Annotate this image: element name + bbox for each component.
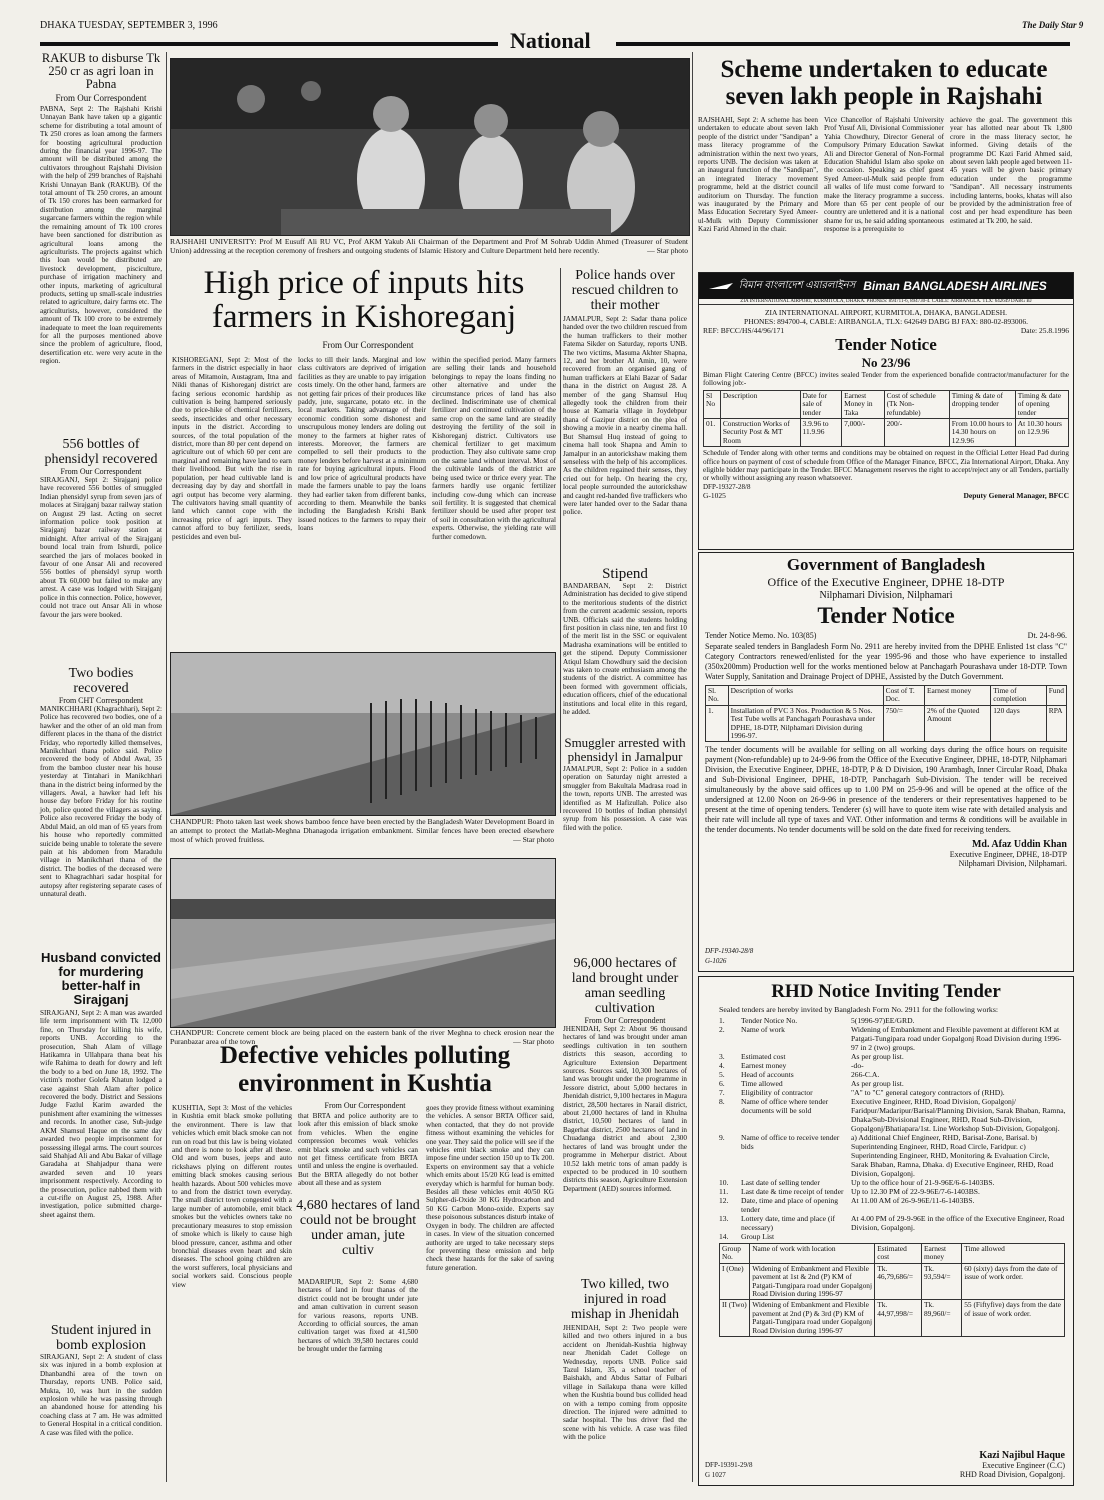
table-header: Time allowed <box>962 1244 1065 1264</box>
biman-signer: Deputy General Manager, BFCC <box>963 490 1069 500</box>
rhd-signer-division: RHD Road Division, Gopalgonj. <box>959 1470 1065 1479</box>
item-number: 14. <box>719 1232 729 1241</box>
table-header: Earnest money <box>925 686 991 706</box>
police-body: JAMALPUR, Sept 2: Sadar thana police handed over the two children rescued from the human traffickers to their mother Fatema Sikder on Saturday, reports UNB. The two victims, Masuma Akhter Shapna, 12, and her brother Al Amin, 10, were recovered from an organised gang of human traffickers at Elahi Bazar of Sadar thana in the district on August 28. A member of the gang Shamsul Huq allegedly took the children from their house at Kamaria village in Joydebpur thana of Gazipur district on the plea of showing a movie in a nearby cinema hall. But Shamsul Huq instead of going to cinema hall took Shapna and Amin to Jamalpur in an autorickshaw making them senseless with the help of his accomplices. As the children regained their senses, they cried out for help. On hearing the cry, local people surrounded the autorickshaw and caught red-handed five traffickers who were later handed over to the Sadar thana police. <box>563 315 687 517</box>
item-key: Last date of selling tender <box>741 1178 820 1187</box>
item-value: 266-C.A. <box>851 1070 880 1079</box>
kishoreganj-headline: High price of inputs hits farmers in Kishoreganj <box>203 265 525 335</box>
table-cell: 01. <box>704 419 721 447</box>
rhd-title: RHD Notice Inviting Tender <box>771 981 1001 1002</box>
biman-phones: PHONES: 894700-4, CABLE: AIRBANGLA, TLX: 642649 DABG BJ FAX: 880-02-893006. <box>744 317 1028 326</box>
gob-gno: G-1026 <box>705 957 727 965</box>
stipend-body: BANDARBAN, Sept 2: District Administration has decided to give stipend to the meritorious students of the district from the current academic session, reports UNB. Officials said the students holding first position in class nine, ten and first 10 of the merit list in the SSC or equivalent Madrasha examinations will be entitled to get the stipend. Deputy Commissioner Atiqul Islam Chowdhury said the decision was taken to create enthusiasm among the students of the district. A committee has been formed with government officials, education officers, chief of the educational institutions and local elite in this regard, he added. <box>563 582 687 717</box>
item-key: Last date & time receipt of tender <box>741 1187 844 1196</box>
biman-contact-small: ZIA INTERNATIONAL AIRPORT, KURMITOLA, DHAKA. PHONES: 894711-6, 894730-4. CABLE: AIRBANGLA. TLX: 642649 DABG BJ <box>699 299 1073 305</box>
biman-address: ZIA INTERNATIONAL AIRPORT, KURMITOLA, DHAKA, BANGLADESH. <box>764 308 1008 317</box>
photo-illustration <box>171 859 555 1027</box>
masthead-rule <box>40 42 498 46</box>
item-value: a) Additional Chief Engineer, RHD, Barisal-Zone, Barisal. b) Superintending Engineer, RHD, Road Circle, Faridpur. c) Superintending Engineer, RHD, Monitoring & Evaluation Circle, Sarak Bhaban, Ramna, Dhaka. d) Executive Engineer, RHD, Road Division, Gopalgonj. <box>851 1133 1054 1178</box>
table-header-row <box>704 390 1069 418</box>
photo2-credit: — Star photo <box>513 835 554 844</box>
item-value: Executive Engineer, RHD, Road Division, Gopalgonj/ Faridpur/Madaripur/Barisal/Planning Division, Sarak Bhaban, Ramna, Dhaka/Sub-Divisional Engineer, RHD, Road Sub-Division, Gopalgonj/Bhatiapara/1st. Line Workshop Sub-Division, Gopalgonj. <box>851 1097 1066 1133</box>
biman-tender-table <box>703 390 1069 447</box>
item-number: 4. <box>719 1061 725 1070</box>
list-item <box>719 1088 1067 1097</box>
rhd-group-table <box>719 1243 1065 1337</box>
list-item <box>719 1061 1067 1070</box>
biman-body: Schedule of Tender along with other terms and conditions may be obtained on request in the Official Letter Head Pad during office hours on payment of cost of schedule from Office of the Manager Finance, BFCC, Zia International Airport, Dhaka. Any eligible bidder may participate in the Tender. BFCC Management reserves the right to accept/reject any or all Tenders, partially or wholly without assigning any reason whatsoever. <box>703 449 1069 483</box>
item-key: Tender Notice No. <box>741 1016 798 1025</box>
table-header: Fund <box>1046 686 1066 706</box>
item-value: Up to the office hour of 21-9-96E/6-6-1403BS. <box>851 1178 995 1187</box>
item-key: Name of work <box>741 1025 785 1034</box>
rakub-body: PABNA, Sept 2: The Rajshahi Krishi Unnayan Bank have taken up a gigantic scheme for distributing a total amount of Tk 250 crores as loan among the farmers for boosting agricultural production during the financial year 1996-97. The amount will be distributed among the cultivators throughout Rajshahi Division with the help of 299 branches of Rajshahi Krishi Unnayan Bank (RAKUB). Of the total amount of Tk 250 crores, an amount of Tk 150 crores has been earmarked for distribution among the marginal sugarcane farmers within the region while the remaining amount of Tk 100 crores have been sanctioned for distribution as agricultural loans among the agriculturists. The projects against which this loan would be distributed are livestock development, pisciculture, purchase of irrigation machinery and other inputs, marketing of agricultural products, setting up small-scale industries related to agriculture, dairy farms etc. The agriculturists, however, considered the amount of Tk 100 crore to be extremely inadequate to meet the loan requirements for all the purposes mentioned above since the problem of agriculture, flood, desertification etc. were very acute in the region. <box>40 105 162 366</box>
table-cell: RPA <box>1046 705 1066 742</box>
item-value: Widening of Embankment and Flexible pavement at different KM at Patgati-Tungipara road under Gopalgonj Road Division during 1996-97 in 2 (two) groups. <box>851 1025 1062 1052</box>
item-number: 13. <box>719 1214 729 1223</box>
section-title: National <box>510 28 591 53</box>
land-headline: 4,680 hectares of land could not be brought under aman, jute cultiv <box>296 1198 420 1258</box>
column-divider <box>560 268 561 813</box>
table-header: Group No. <box>720 1244 750 1264</box>
table-cell: Widening of Embankment and Flexible pavement at 2nd (P) & 3rd (P) KM of Patgati-Tungipara road under Gopalgonj Road Division during 1996-97 <box>750 1300 875 1337</box>
table-header: Timing & date of dropping tender <box>949 390 1015 418</box>
top-photo-credit: — Star photo <box>647 246 688 255</box>
table-header: Estimated cost <box>875 1244 922 1264</box>
table-cell: 55 (Fiftyfive) days from the date of issue of work order. <box>962 1300 1065 1337</box>
table-header: Earnest money <box>921 1244 961 1264</box>
rajshahi-col-a: RAJSHAHI, Sept 2: A scheme has been undertaken to educate about seven lakh people of the district under "Sandipan" a mass literacy programme of the administration within the next two years, reports UNB. The decision was taken at an inaugural function of the "Sandipan", an integrated literacy movement programme, held at the district council auditorium on Thursday. The function was inaugurated by the Primary and Mass Education Secretary Syed Ameer-ul-Mulk with Deputy Commissioner Kazi Farid Ahmed in the chair. <box>698 116 818 234</box>
hectares-body: JHENIDAH, Sept 2: About 96 thousand hectares of land was brought under aman seedlings cultivation in ten southern districts this season, according to Agriculture Extension Department sources. Sources said, 10,300 hectares of land was brought under the programme in Jessore district, about 5,000 hectares in Jhenidah district, 9,100 hectares in Magura district, 28,500 hectares in Narail district, about 21,000 hectares of land in Khulna district, 10,500 hectares of land in Bagerhat district, 2500 hectares of land in Chuadanga district and about 2,300 hectares of land was brought under the programme in Meherpur district. About 10.52 lakh metric tons of aman paddy is expected to be produced in 10 southern districts this season, Agriculture Extension Department (AED) sources informed. <box>563 1025 687 1193</box>
student-body: SIRAJGANJ, Sept 2: A student of class six was injured in a bomb explosion at Dhanbandhi area of the town on Thursday, reports UNB. Police said, Mukta, 10, was hurt in the sudden explosion while he was passing through an abandoned house for attending his coaching class at 7 am. He was admitted to General Hospital in a critical condition. A case was filed with the police. <box>40 1353 162 1437</box>
rhd-tender-notice <box>698 976 1074 1486</box>
land-body: MADARIPUR, Sept 2: Some 4,680 hectares of land in four thanas of the district could not be brought under jute and aman cultivation in current season for various reasons, reports UNB. According to official sources, the aman cultivation target was fixed at 41,500 hectares of which 39,580 hectares could be brought under the farming <box>298 1278 418 1354</box>
table-header: Date for sale of tender <box>800 390 842 418</box>
column-4-lower <box>563 956 687 1486</box>
item-key: Eligibility of contractor <box>741 1088 813 1097</box>
table-cell: Tk. 46,79,686/= <box>875 1263 922 1300</box>
table-header: Sl No <box>704 390 721 418</box>
top-photo-caption-text: RAJSHAHI UNIVERSITY: Prof M Eusuff Ali RU VC, Prof AKM Yakub Ali Chairman of the Department and Prof M Sohrab Uddin Ahmed (Treasurer of Student Union) addressing at the reception ceremony of freshers and outgoing students of Islamic History and Culture Department held here recently. <box>170 237 688 255</box>
gob-division: Nilphamari Division, Nilphamari <box>819 590 953 601</box>
item-number: 7. <box>719 1088 725 1097</box>
gob-memo-row <box>699 629 1073 642</box>
table-cell: Installation of PVC 3 Nos. Production & 5 Nos. Test Tube wells at Panchagarh Pourashava under DPHE, 18-DTP, Nilphamari Division during 1996-97. <box>728 705 883 742</box>
paper-name <box>1022 20 1083 30</box>
page-number: 9 <box>1078 20 1084 30</box>
kishoreganj-byline: From Our Correspondent <box>322 340 414 350</box>
photo2-caption <box>170 817 554 844</box>
bodies-body: MANIKCHHARI (Khagrachhari), Sept 2: Police has recovered two bodies, one of a hawker and the other of an old man from different places in the thana of the district Friday, who reportedly killed themselves, Manikchhari thana police said. Police recovered the body of Abdul Awal, 35 from the bamboo cluster near his house yesterday at Tintahari in Manikchhari thana in the district being informed by the villagers. Awal, a hawker had left his house day before Friday for his routine job, police quoted the villagers as saying. Police also recovered Friday the body of Abdul Maid, an old man of 65 years from his house who reportedly committed suicide being unable to tolerate the severe pain at his abdomen from Maradulu village in Manikchhari thana of the district. The bodies of the deceased were sent to Khagrachhari sadar hospital for autopsy after registering separate cases of unnatural death. <box>40 705 162 898</box>
table-cell: 60 (sixty) days from the date of issue of work order. <box>962 1263 1065 1300</box>
table-header: Description <box>720 390 800 418</box>
list-item <box>719 1079 1067 1088</box>
phensidyl-headline: 556 bottles of phensidyl recovered <box>44 437 158 467</box>
gob-dfp: DFP-19340-28/8 <box>705 947 754 955</box>
biman-tender-notice <box>698 272 1074 550</box>
student-headline: Student injured in bomb explosion <box>50 1323 152 1353</box>
table-cell: Tk. 89,960/= <box>921 1300 961 1337</box>
table-header: Earnest Money in Taka <box>842 390 885 418</box>
kushtia-col-a: KUSHTIA, Sept 3: Most of the vehicles in Kushtia emit black smoke polluting the environment. There is law that vehicles which emit black smoke can not run on road but this law is being violated and there is none to look after all these. Old and worn buses, jeeps and auto rickshaws plying on different routes emitting black smokes causing serious health hazards. About 500 vehicles move to and from the district town everyday. The small district town congested with a large number of automobile, emit black smokes but the vehicles owners take no precautionary measures to stop emission of smoke which is likely to cause high blood pressure, cancer, asthma and other bronchial diseases even heart and skin diseases. The school going children are the worst sufferers, local physicians and social workers said. Conscious people view <box>172 1104 292 1289</box>
biman-gno: G-1025 <box>703 490 726 500</box>
list-item <box>719 1187 1067 1196</box>
list-item <box>719 1133 1067 1178</box>
rakub-byline: From Our Correspondent <box>55 93 147 103</box>
table-header: Cost of T. Doc. <box>883 686 924 706</box>
biman-name: Biman BANGLADESH AIRLINES <box>863 279 1047 293</box>
table-header: Name of work with location <box>750 1244 875 1264</box>
biman-logo-icon <box>707 279 735 293</box>
item-key: Time allowed <box>741 1079 783 1088</box>
item-value: Up to 12.30 PM of 22-9-96E/7-6-1403BS. <box>851 1187 980 1196</box>
rhd-intro: Sealed tenders are hereby invited by Bangladesh Form No. 2911 for the following works: <box>719 1005 999 1014</box>
list-item <box>719 1052 1067 1061</box>
list-item <box>719 1097 1067 1133</box>
item-number: 10. <box>719 1178 729 1187</box>
table-cell: II (Two) <box>720 1300 750 1337</box>
rajshahi-col-b: Vice Chancellor of Rajshahi University Prof Yusuf Ali, Divisional Commissioner Yahia Chowdhury, Director General of Compulsory Primary Education Sawkat Ali and Director General of Non-Formal Education Shahidul Islam also spoke on the occasion. Speaking as chief guest Syed Ameer-ul-Mulk said people from all walks of life must come forward to make the literacy programme a success. More than 65 per cent people of our country are unlettered and it is a national shame for us, he said adding spontaneous response is a prerequisite to <box>824 116 944 234</box>
item-value: As per group list. <box>851 1052 904 1061</box>
table-row <box>720 1300 1065 1337</box>
gob-signer: Md. Afaz Uddin Khan <box>971 839 1067 851</box>
rhd-signature <box>960 1450 1065 1479</box>
biman-dfp: DFP-19327-28/8 <box>703 482 751 491</box>
item-key: Name of office to receive tender bids <box>741 1133 840 1151</box>
table-cell: 120 days <box>991 705 1047 742</box>
gob-intro: Separate sealed tenders in Bangladesh Form No. 2911 are hereby invited from the DPHE Enlisted 1st class "C" Category Contractors renewed/enlisted for the year 1995-96 and those who have experience to installed (350x200mm) Production well for the works mentioned below at Panchagarh Pourashava under 18-DTP. Town Water Supply, Sanitation and Drainage Project of DPHE, Assisted by the Dutch Government. <box>705 642 1067 681</box>
table-cell: 3.9.96 to 11.9.96 <box>800 419 842 447</box>
item-key: Lottery date, time and place (if necessary) <box>741 1214 836 1232</box>
item-value: As per group list. <box>851 1079 904 1088</box>
masthead-rule-right <box>616 42 1070 46</box>
rajshahi-col-c: achieve the goal. The government this year has allotted near about Tk 1,800 crore in the mass literacy sector, he informed. Giving details of the programme DC Kazi Farid Ahmed said, about seven lakh people aged between 11-45 years will be given basic primary education under the programme "Sandipan". All necessary instruments including lanterns, books, khatas will also be provided by the administration free of cost and per head expenditure has been estimated at Tk 200, he said. <box>950 116 1072 225</box>
table-cell: From 10.00 hours to 14.30 hours on 12.9.96 <box>949 419 1015 447</box>
rakub-headline: RAKUB to disburse Tk 250 cr as agri loan in Pabna <box>41 51 161 91</box>
list-item <box>719 1070 1067 1079</box>
table-cell: 7,000/- <box>842 419 885 447</box>
table-header-row <box>706 686 1067 706</box>
item-value <box>851 1232 1067 1241</box>
table-header: Description of works <box>728 686 883 706</box>
gob-body: The tender documents will be available for selling on all working days during the office hours on requisite payment (Non-refundable) up to 24-9-96 from the Office of the Executive Engineer, DPHE, 18-DTP, Nilphamari Division, the Executive Engineer, DPHE, 18-DTP, P & D Division, 190 Arambagh, Inner Circular Road, Dhaka and Sub-Divisional Engineer, DPHE, 18-DTP, Panchagarh Sub-Division. The tender will be received simultaneously by the above said offices up to 1.00 PM on 25-9-96 and will be opened at the office of the undersigned at 12.00 Noon on 26-9-96 in presence of the tenderers or their representatives happened to be present at the time of opening tenders. Tenderer (s) will have to quote item wise rate with detailed analysis and their rate will include all type of taxes and VAT. Other information and terms & conditions will be available in the tender documents. No tender documents will be sold on the date fixed for receiving tenders. <box>705 745 1067 835</box>
rajshahi-university-photo <box>170 58 690 236</box>
gob-memo: Tender Notice Memo. No. 103(85) <box>705 631 817 640</box>
list-item <box>719 1214 1067 1232</box>
smuggler-headline: Smuggler arrested with phensidyl in Jamalpur <box>564 735 686 764</box>
killed-headline: Two killed, two injured in road mishap in Jhenidah <box>570 1277 680 1322</box>
table-cell: 200/- <box>884 419 949 447</box>
photo3-credit: — Star photo <box>513 1037 554 1046</box>
item-key: Earnest money <box>741 1061 787 1070</box>
column-divider <box>166 52 167 1482</box>
police-headline: Police hands over rescued children to their mother <box>571 268 679 313</box>
biman-intro: Biman Flight Catering Centre (BFCC) invites sealed Tender from the experienced bonafide contractor/manufacturer for the following job:- <box>703 371 1069 388</box>
photo-illustration <box>171 653 555 815</box>
biman-notice-number: No 23/96 <box>861 355 911 370</box>
gob-date: Dt. 24-8-96. <box>1027 631 1067 640</box>
gob-office: Office of the Executive Engineer, DPHE 18-DTP <box>767 575 1005 589</box>
table-cell: 750/= <box>883 705 924 742</box>
dphe-tender-notice <box>698 552 1074 972</box>
kishoreganj-col-b: locks to till their lands. Marginal and low class cultivators are deprived of irrigation facilities as they are unable to pay irrigation costs timely. On the other hand, farmers are not getting fair prices of their produces like paddy, jute, sugarcane, potato etc. in the local markets. Taking advantage of their economic condition some dishonest and unscrupulous money lenders are doling out money to the farmers at higher rates of interests. Moreover, the farmers are compelled to sell their products to the money lenders before harvest at a minimum rate for buying agricultural inputs. Flood and low price of agricultural products have made the farmers unable to pay the loans they had earlier taken from different banks, according to them. Meanwhile the banks including the Bangladesh Krishi Bank issued notices to the farmers to repay their loans <box>298 356 426 533</box>
table-header: Time of completion <box>991 686 1047 706</box>
table-row <box>706 705 1067 742</box>
item-number: 3. <box>719 1052 725 1061</box>
item-number: 5. <box>719 1070 725 1079</box>
kushtia-headline: Defective vehicles polluting environment in Kushtia <box>219 1042 511 1097</box>
gob-signature <box>699 835 1073 868</box>
rhd-gno: G 1027 <box>705 1471 726 1479</box>
item-value: "A" to "C" general category contractors of (RHD). <box>851 1088 1005 1097</box>
table-header: Cost of schedule (Tk Non-refundable) <box>884 390 949 418</box>
table-cell: 2% of the Quoted Amount <box>925 705 991 742</box>
item-number: 12. <box>719 1196 729 1205</box>
item-value: At 11.00 AM of 26-9-96E/11-6-1403BS. <box>851 1196 975 1205</box>
husband-headline: Husband convicted for murdering better-half in Sirajganj <box>41 950 161 1007</box>
husband-body: SIRAJGANJ, Sept 2: A man was awarded life term imprisonment with Tk 12,000 fine, on Thursday for killing his wife, reports UNB. According to the prosecution, Shah Alam of village Hatikamra in Ullahpara thana beat his wife Rahima to death for dowry and left the body to a bed on June 18, 1992. The victim's mother Golefa Khatun lodged a case against Shah Alam after police recovered the body. District and Sessions Judge Fazlul Karim awarded the punishment after examining the witnesses and records. In another case, Sub-judge AKM Shamsul Haque on the same day awarded two people imprisonment for possessing illegal arms. The court sources said Shahjad Ali and Abu Bakar of village Garadaha at Shahjadpur thana were awarded seven and 10 years imprisonment respectively. According to the prosecution, police nabbed them with a cut-rifle on August 25, 1988. After investigation, police submitted charge-sheet against them. <box>40 1009 162 1219</box>
item-number: 6. <box>719 1079 725 1088</box>
photo3-caption-text: CHANDPUR: Concrete cement block are being placed on the eastern bank of the river Meghna to check erosion near the Puranbazar area of the town <box>170 1028 554 1046</box>
rajshahi-headline: Scheme undertaken to educate seven lakh people in Rajshahi <box>720 56 1048 110</box>
item-number: 1. <box>719 1016 725 1025</box>
smuggler-body: JAMALPUR, Sept 2: Police in a sudden operation on Saturday night arrested a smuggler from Bakultala Madrasa road in the town, reports UNB. The arrested was identified as M Hafizullah. Police also recovered 10 bottles of Indian phensidyl syrup from his possession. A case was filed with the police. <box>563 765 687 832</box>
list-item <box>719 1025 1067 1052</box>
list-item <box>719 1232 1067 1241</box>
rhd-signer: Kazi Najibul Haque <box>979 1450 1065 1461</box>
kushtia-col-c: goes they provide fitness without examining the vehicles. A sensor BRTA Officer said, when contacted, that they do not provide fitness without examining the vehicles for one year. They said the police will see if the vehicles emit black smoke and they can impose fine under section 150 up to Tk 200. Experts on environment say that a vehicle which emits about 15/20 KG lead is emitted everyday which is harmful for human body. Besides all these vehicles emit 40/50 KG Sulpher-di-Oxide 30 KG Hydrocarbon and 50 KG Carbon Mono-oxide. Experts say these poisonous substances disturb intake of Oxygen in body. The children are affected in cases. In view of the situation concerned authority are urged to take necessary steps for preventing these emission and help check these hazards for the sake of saving future generation. <box>426 1104 554 1272</box>
killed-body: JHENIDAH, Sept 2: Two people were killed and two others injured in a bus accident on Jhenidah-Kushtia highway near Jhenidah Cadet College on Wednesday, reports UNB. Police said Tazul Islam, 35, a school teacher of Baishakh, and Abdus Sattar of Fulbari village in Sailakupa thana were killed when the Kushtia bound bus collided head on with a tempo coming from opposite direction. The injured were admitted to sadar hospital. The bus driver fled the scene with his vehicle. A case was filed with the police <box>563 1324 687 1442</box>
bodies-byline: From CHT Correspondent <box>58 696 144 705</box>
item-key: Name of office where tender documents will be sold <box>741 1097 829 1115</box>
item-value: 5(1996-97)EE/GRD. <box>851 1016 915 1025</box>
item-number: 2. <box>719 1025 725 1034</box>
gob-signer-title: Executive Engineer, DPHE, 18-DTP <box>949 850 1067 860</box>
table-header-row <box>720 1244 1065 1264</box>
gob-tender-table <box>705 685 1067 742</box>
rhd-signer-title: Executive Engineer (C.C) <box>982 1461 1065 1470</box>
table-header: Timing & date of opening tender <box>1015 390 1068 418</box>
stipend-headline: Stipend <box>602 566 648 582</box>
column-divider <box>692 52 693 1482</box>
concrete-block-photo <box>170 858 556 1028</box>
top-photo-caption <box>170 237 688 255</box>
table-cell: I (One) <box>720 1263 750 1300</box>
biman-notice-title: Tender Notice <box>835 335 937 354</box>
table-cell: Tk. 44,97,998/= <box>875 1300 922 1337</box>
kushtia-col-b: that BRTA and police authority are to look after this emission of black smoke from vehicles. When the engine compression becomes weak vehicles emit black smoke and such vehicles can not get fitness certificate from BRTA until and unless the engine is overhauled. But the BRTA allegedly do not bother about all these and as system <box>298 1112 418 1188</box>
list-item <box>719 1178 1067 1187</box>
item-number: 9. <box>719 1133 725 1142</box>
item-key: Date, time and place of opening tender <box>741 1196 838 1214</box>
column-1 <box>40 52 162 1487</box>
kushtia-byline: From Our Correspondent <box>324 1101 406 1110</box>
column-4 <box>563 268 687 832</box>
biman-ref: REF: BFCC/HS/44/96/171 <box>703 326 785 335</box>
table-row <box>720 1263 1065 1300</box>
item-value: -do- <box>851 1061 864 1070</box>
hectares-headline: 96,000 hectares of land brought under aman seedling cultivation <box>571 956 679 1016</box>
photo2-caption-text: CHANDPUR: Photo taken last week shows bamboo fence have been erected by the Bangladesh Water Development Board in an attempt to protect the Matlab-Meghna Dhanagoda irrigation embankment. Similar fences have been erected elsewhere most of which proved fruitless. <box>170 817 554 844</box>
table-cell: At 10.30 hours on 12.9.96 <box>1015 419 1068 447</box>
biman-bengali-name: বিমান বাংলাদেশ এয়ারলাইনস <box>739 279 856 291</box>
biman-ref-row <box>699 326 1073 335</box>
dateline: DHAKA TUESDAY, SEPTEMBER 3, 1996 <box>40 20 218 31</box>
biman-date: Date: 25.8.1996 <box>1020 326 1069 335</box>
gob-signer-division: Nilphamari Division, Nilphamari. <box>958 859 1067 869</box>
gob-notice-title: Tender Notice <box>817 603 955 628</box>
table-cell: 1. <box>706 705 729 742</box>
table-cell: Tk. 93,594/= <box>921 1263 961 1300</box>
item-key: Estimated cost <box>741 1052 786 1061</box>
table-cell: Widening of Embankment and Flexible pavement at 1st & 2nd (P) KM of Patgati-Tungipara road under Gopalgonj Road Division during 1996-97 <box>750 1263 875 1300</box>
bamboo-fence-photo <box>170 652 556 816</box>
biman-footer <box>699 491 1073 500</box>
item-number: 11. <box>719 1187 729 1196</box>
rhd-dfp: DFP-19391-29/8 <box>705 1461 753 1469</box>
kishoreganj-col-a: KISHOREGANJ, Sept 2: Most of the farmers in the district especially in haor areas of Mitamoin, Austagram, Itna and Nikli thanas of Kishoreganj district are facing serious economic hardship as cultivation is being hampered seriously due to price-hike of chemical fertilizers, seeds, insecticides and other necessary inputs in the district. According to sources, of the total population of the district, more than 80 per cent depend on agriculture out of which 60 per cent are marginal and remaining have land to earn their livelihood. But with the rise in population, per head cultivable land is decreasing day by day and shortfall in agri output has become very alarming. The cultivators having small quantity of land which cannot cope with the increasing price of agri inputs. They cannot afford to buy fertilizer, seeds, pesticides and even bul- <box>172 356 292 541</box>
list-item <box>719 1196 1067 1214</box>
phensidyl-body: SIRAJGANJ, Sept 2: Sirajganj police have recovered 556 bottles of smuggled Indian phensidyl syrup from seven jars of molaces at Sirajganj bazar railway station on August 29 last. Acting on secret information police took position at Sirajganj bazar railway station at midnight. After arrival of the Sirajganj bound local train from Ishurdi, police searched the jars of molaces booked in favour of one Ansar Ali and recovered 556 bottles of phensidyl syrup worth about Tk 60,000 but failed to make any arrest. A case was lodged with Sirajganj police in this connection. Police, however, could not trace out Ansar Ali in whose favour the jars were booked. <box>40 476 162 619</box>
item-key: Head of accounts <box>741 1070 794 1079</box>
table-cell: Construction Works of Security Post & MT Room <box>720 419 800 447</box>
table-row <box>704 419 1069 447</box>
kishoreganj-col-c: within the specified period. Many farmers are selling their lands and household belongings to repay the loans finding no other alternative and under the circumstance prices of land has also declined. Indiscriminate use of chemical fertilizer and continued cultivation of the same crop on the same land are steadily destroying the fertility of the soil in Kishoreganj district. Cultivators use chemical fertilizer to get maximum production. They also cultivate same crop on the same land without interval. Most of the cultivable lands of the district are being used twice or thrice every year. The farmers hardly use organic fertilizer including cow-dung which can increase soil fertility. It is suggested that chemical fertilizer should be used after proper test of soil in consultation with the agricultural experts. Otherwise, the yielding rate will further comedown. <box>432 356 556 541</box>
item-key: Group List <box>741 1232 775 1241</box>
biman-banner <box>699 273 1073 299</box>
table-header: Sl. No. <box>706 686 729 706</box>
photo-illustration <box>171 59 689 235</box>
hectares-byline: From Our Correspondent <box>584 1016 666 1025</box>
paper-name-text: The Daily Star <box>1022 20 1077 30</box>
bodies-headline: Two bodies recovered <box>68 666 134 696</box>
phensidyl-byline: From Our Correspondent <box>60 467 142 476</box>
item-value: At 4.00 PM of 29-9-96E in the office of the Executive Engineer, Road Division, Gopalgonj. <box>851 1214 1065 1232</box>
list-item <box>719 1016 1067 1025</box>
item-number: 8. <box>719 1097 725 1106</box>
rhd-details-list <box>699 1016 1073 1241</box>
gob-title: Government of Bangladesh <box>786 555 986 574</box>
